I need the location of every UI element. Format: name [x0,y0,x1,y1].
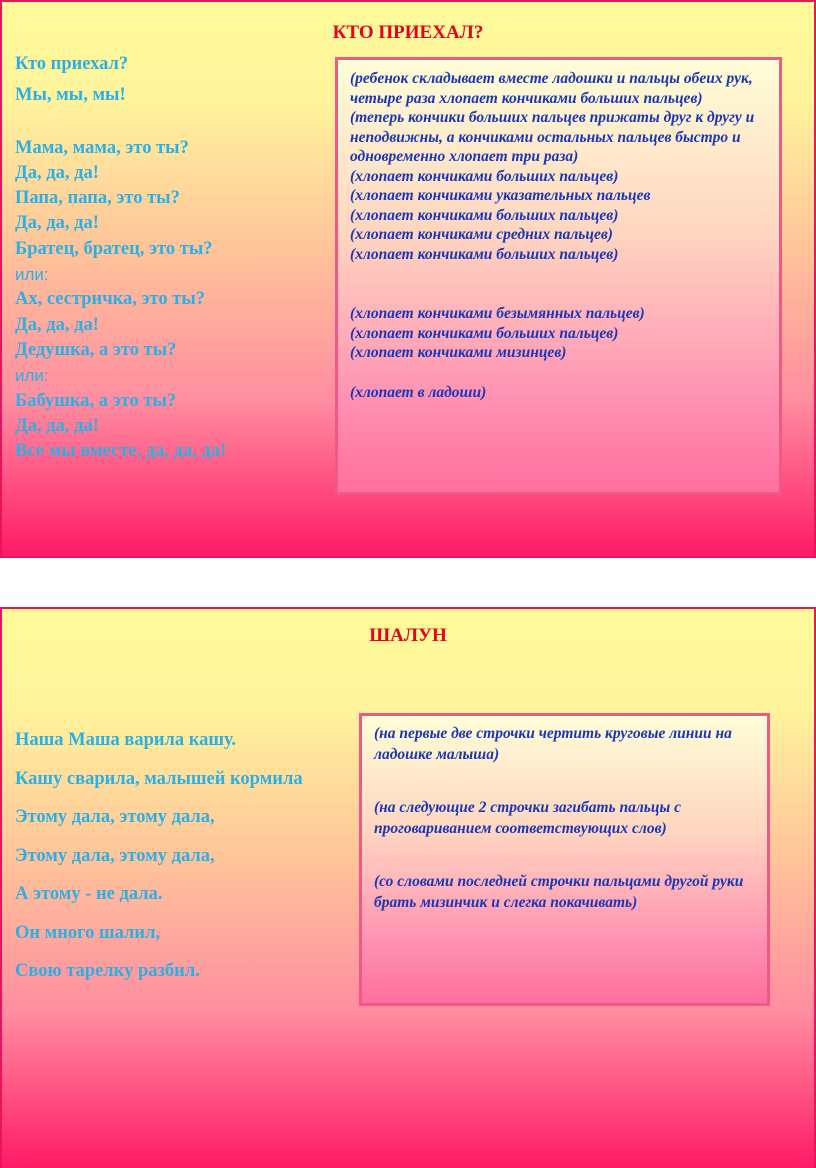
poem-line: Да, да, да! [15,415,99,436]
instruction-note: (хлопает кончиками указательных пальцев [350,187,651,204]
poem-line: Мы, мы, мы! [15,85,126,106]
card-title: ШАЛУН [369,625,447,646]
poem-line: А этому - не дала. [15,884,163,904]
poem-line: Кашу сварила, малышей кормила [15,768,303,789]
instruction-note: (хлопает кончиками больших пальцев) [350,167,619,185]
poem-text [15,52,226,464]
poem-line: Этому дала, этому дала, [15,807,215,827]
instruction-note: (хлопает кончиками больших пальцев) [350,245,619,263]
poem-line: Наша Маша варила кашу. [15,730,237,750]
poem-line: Бабушка, а это ты? [15,390,177,411]
poem-line-alternative: или: [15,265,49,285]
poem-line: Дедушка, а это ты? [15,339,177,360]
poem-line: Братец, братец, это ты? [15,238,213,259]
poem-line: Он много шалил, [15,922,161,943]
poem-line: Кто приехал? [15,54,129,74]
instruction-note: (хлопает кончиками больших пальцев) [350,324,619,342]
poem-line: Ах, сестричка, это ты? [15,289,206,310]
instruction-note: (ребенок складывает вместе ладошки и пальцы обеих рук, четыре раза хлопает кончиками больших пальцев) [350,70,753,107]
instruction-note: (хлопает кончиками мизинцев) [350,344,567,361]
instruction-note: (на следующие 2 строчки загибать пальцы с проговариванием соответствующих слов) [374,799,682,837]
rhyme-card-who-arrived [0,0,816,558]
poem-line: Да, да, да! [15,213,99,234]
instruction-note: (хлопает кончиками безымянных пальцев) [350,305,645,322]
poem-line: Да, да, да! [15,162,99,183]
instruction-note: (хлопает в ладоши) [350,383,487,401]
poem-line: Все мы вместе, да, да, да! [15,441,227,462]
card-title: КТО ПРИЕХАЛ? [332,22,484,43]
poem-line: Мама, мама, это ты? [15,137,189,158]
poem-line: Папа, папа, это ты? [15,188,180,209]
poem-line-alternative: или: [15,366,49,386]
poem-text [15,728,303,998]
instruction-note: (со словами последней строчки пальцами другой руки брать мизинчик и слегка покачивать) [374,873,744,911]
poem-line: Свою тарелку разбил. [15,961,200,981]
poem-line: Этому дала, этому дала, [15,845,215,866]
instruction-note: (на первые две строчки чертить круговые линии на ладошке малыша) [374,725,732,763]
instruction-note: (теперь кончики больших пальцев прижаты друг к другу и неподвижны, а кончиками остальных пальцев быстро и одновременно хлопает три раза) [350,109,755,165]
poem-line: Да, да, да! [15,314,99,335]
instructions-box [359,713,770,1006]
rhyme-card-naughty [0,607,816,1168]
instructions-box [335,57,782,495]
instruction-note: (хлопает кончиками средних пальцев) [350,226,613,243]
instruction-note: (хлопает кончиками больших пальцев) [350,206,619,224]
